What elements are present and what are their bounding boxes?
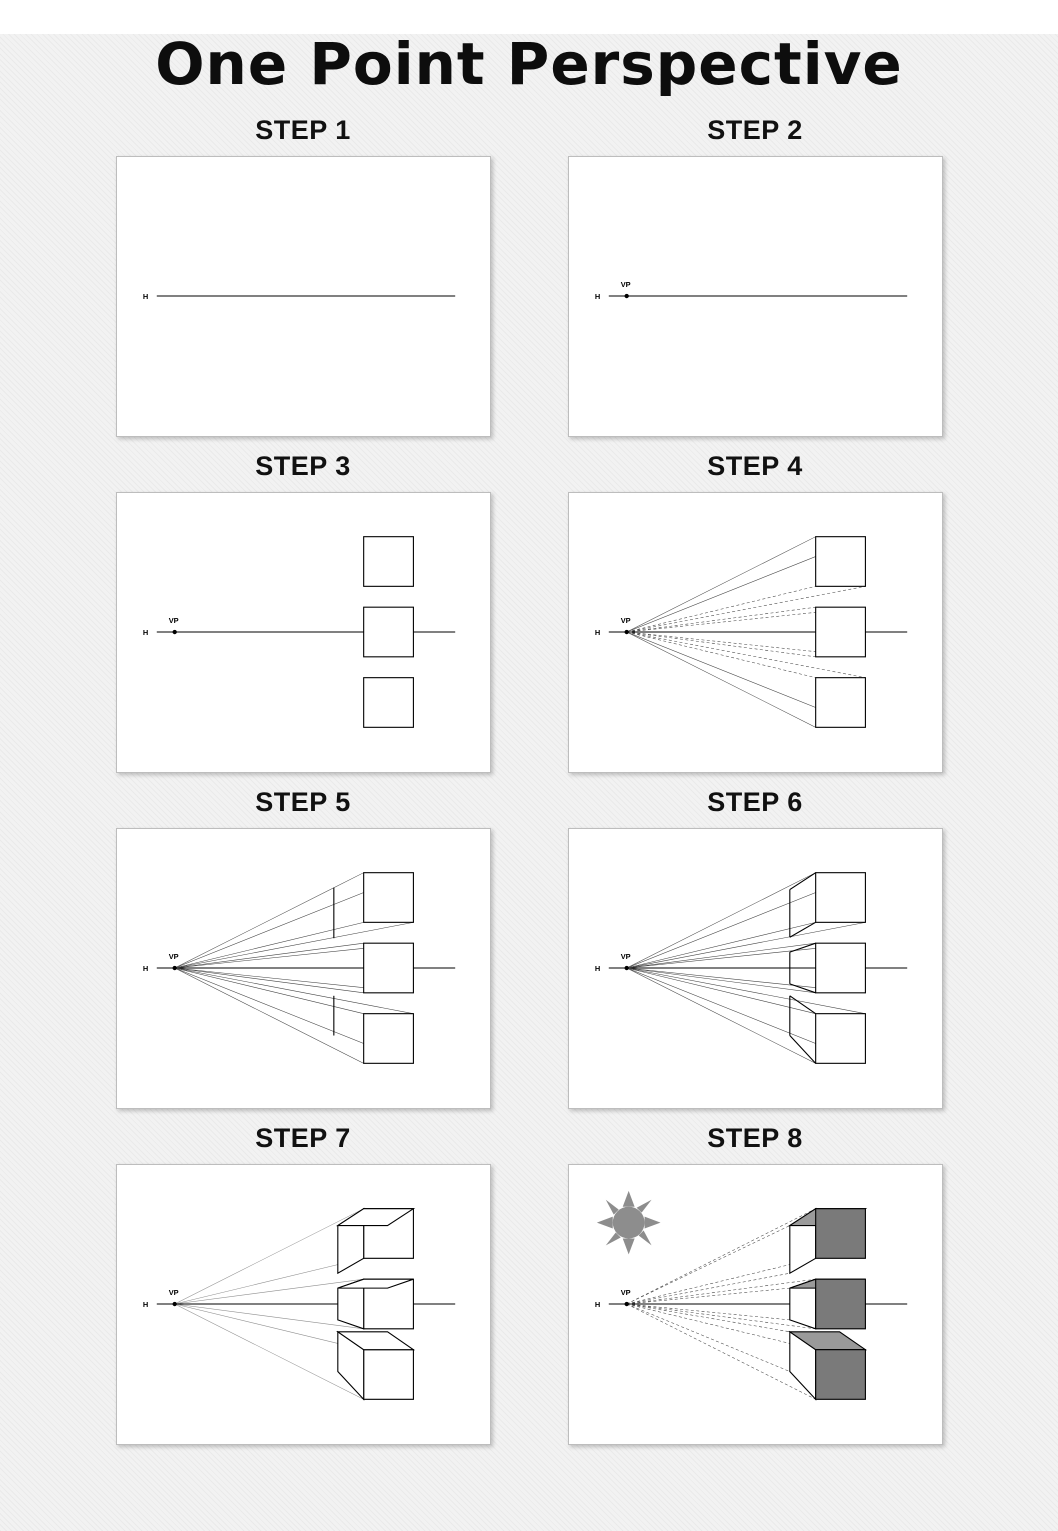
- step-panel-7: [86, 1109, 520, 1445]
- step-canvas-3: [116, 492, 491, 773]
- step-panel-4: [538, 437, 972, 773]
- horizon-label: H: [594, 1299, 600, 1309]
- step-panel-3: [86, 437, 520, 773]
- square-top: [815, 537, 865, 587]
- step-panel-1: [86, 101, 520, 437]
- vanishing-point: [172, 630, 176, 634]
- square-middle: [363, 607, 413, 657]
- cube-top: [337, 1209, 413, 1274]
- square-bottom: [363, 678, 413, 728]
- step-canvas-2: [568, 156, 943, 437]
- step-label-1: STEP 1: [255, 114, 351, 145]
- steps-grid: [0, 101, 1058, 1445]
- cube-middle: [337, 1279, 413, 1329]
- vanishing-point: [172, 966, 176, 970]
- vanishing-point-label: VP: [620, 615, 631, 625]
- step-panel-2: [538, 101, 972, 437]
- cube-bottom-shaded: [789, 1332, 865, 1400]
- horizon-label: H: [594, 963, 600, 973]
- step-label-7: STEP 7: [255, 1122, 351, 1153]
- vanishing-point-label: VP: [620, 279, 631, 289]
- step-label-8: STEP 8: [707, 1122, 803, 1153]
- horizon-label: H: [142, 627, 148, 637]
- step-label-6: STEP 6: [707, 786, 803, 817]
- vanishing-point-label: VP: [620, 1287, 631, 1297]
- square-middle: [815, 607, 865, 657]
- vanishing-point: [624, 1302, 628, 1306]
- step-label-2: STEP 2: [707, 114, 803, 145]
- horizon-label: H: [142, 963, 148, 973]
- step-canvas-5: [116, 828, 491, 1109]
- page-title: One Point Perspective: [155, 30, 903, 98]
- step-panel-5: [86, 773, 520, 1109]
- step-panel-8: [538, 1109, 972, 1445]
- square-top: [815, 873, 865, 923]
- cube-bottom: [337, 1332, 413, 1400]
- vanishing-point: [624, 294, 628, 298]
- vanishing-point: [172, 1302, 176, 1306]
- square-top: [363, 537, 413, 587]
- sun-icon: [596, 1191, 660, 1255]
- square-bottom: [815, 1014, 865, 1064]
- step-label-3: STEP 3: [255, 450, 351, 481]
- square-top: [363, 873, 413, 923]
- step-canvas-1: [116, 156, 491, 437]
- vanishing-point-label: VP: [168, 615, 179, 625]
- vanishing-point-label: VP: [620, 951, 631, 961]
- square-bottom: [363, 1014, 413, 1064]
- horizon-label: H: [594, 627, 600, 637]
- horizon-label: H: [142, 291, 148, 301]
- square-middle: [815, 943, 865, 993]
- cube-middle-shaded: [789, 1279, 865, 1329]
- square-middle: [363, 943, 413, 993]
- square-bottom: [815, 678, 865, 728]
- step-canvas-4: [568, 492, 943, 773]
- vanishing-point-label: VP: [168, 1287, 179, 1297]
- step-canvas-7: [116, 1164, 491, 1445]
- step-label-4: STEP 4: [707, 450, 803, 481]
- vanishing-point: [624, 630, 628, 634]
- cube-top-shaded: [789, 1209, 865, 1274]
- step-label-5: STEP 5: [255, 786, 351, 817]
- step-canvas-6: [568, 828, 943, 1109]
- vanishing-point: [624, 966, 628, 970]
- step-panel-6: [538, 773, 972, 1109]
- horizon-label: H: [594, 291, 600, 301]
- step-canvas-8: [568, 1164, 943, 1445]
- vanishing-point-label: VP: [168, 951, 179, 961]
- horizon-label: H: [142, 1299, 148, 1309]
